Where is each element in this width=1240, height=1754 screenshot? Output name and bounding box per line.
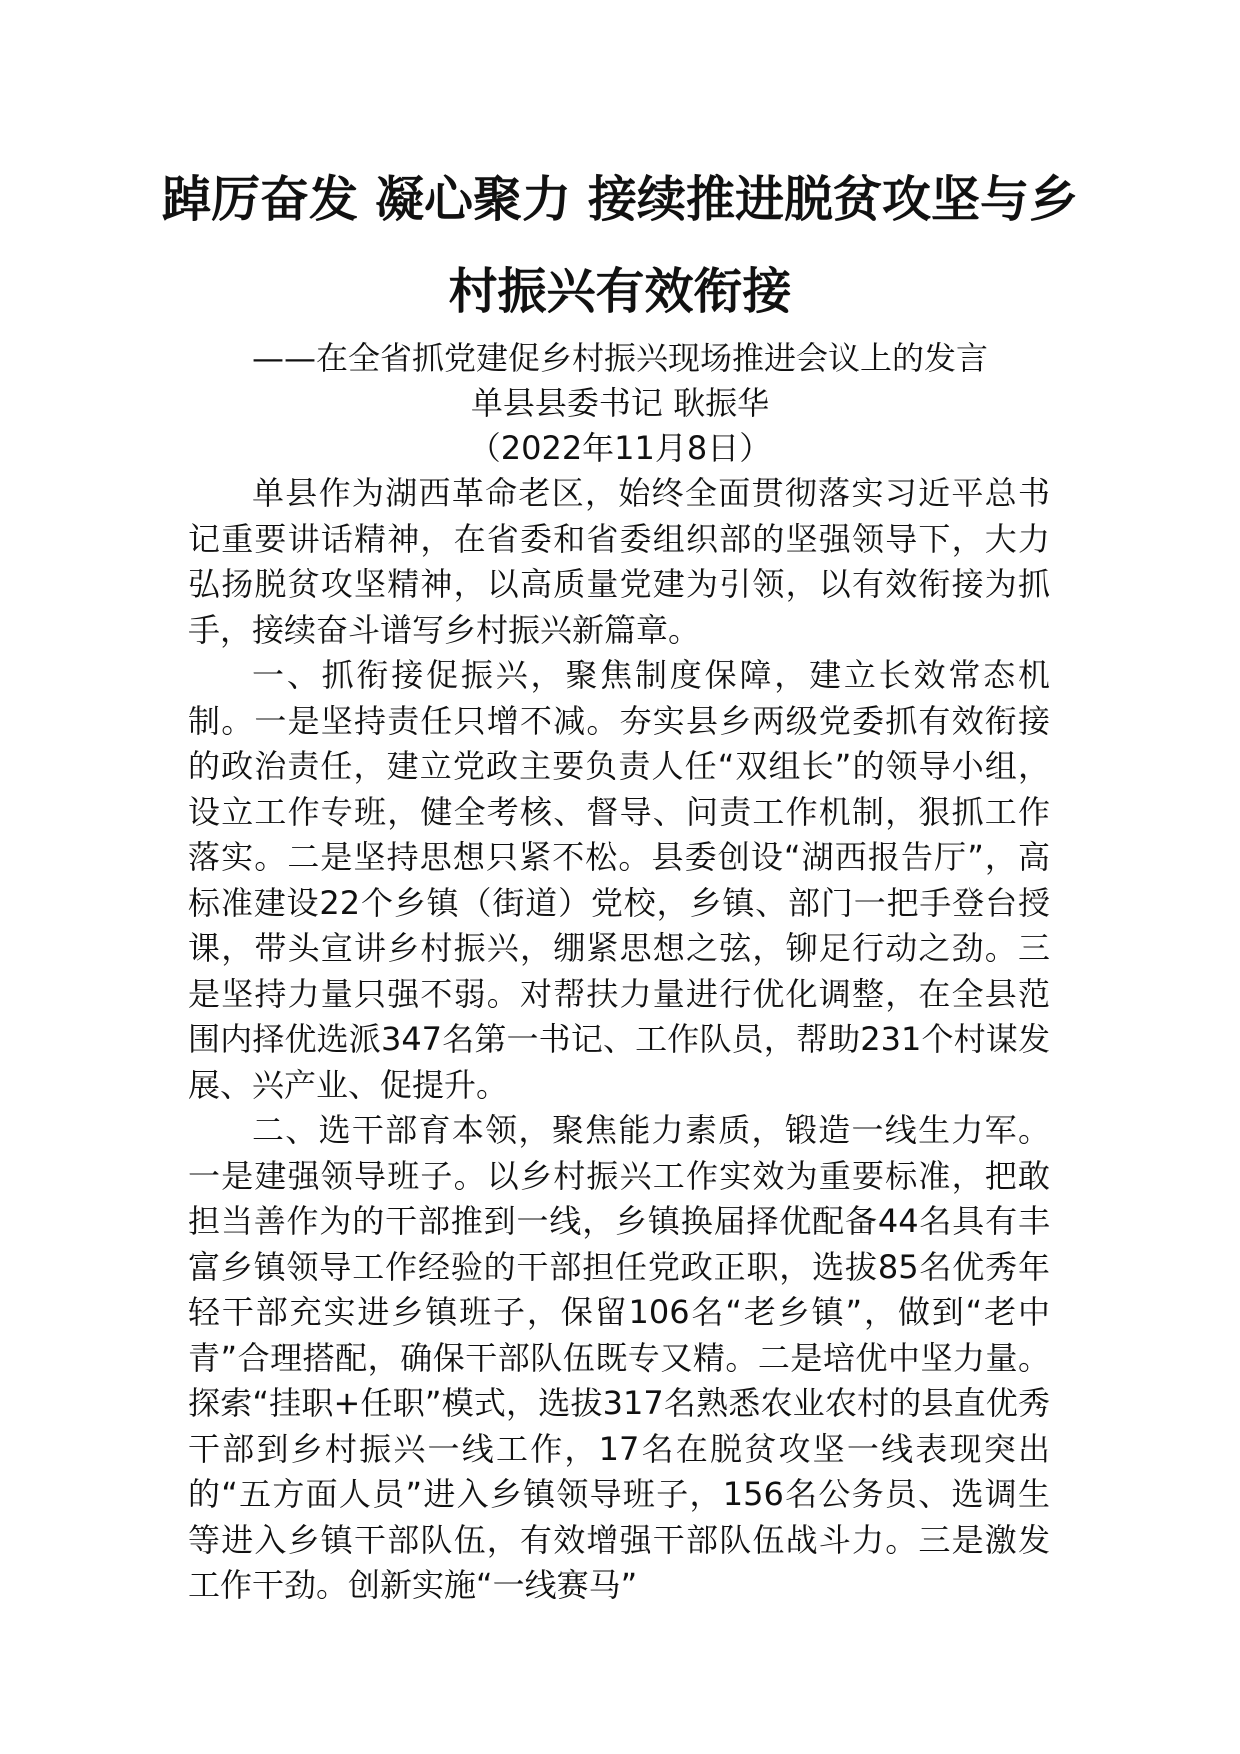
document-subtitle: ——在全省抓党建促乡村振兴现场推进会议上的发言 <box>251 339 988 377</box>
body-paragraph-2: 一、抓衔接促振兴，聚焦制度保障，建立长效常态机制。一是坚持责任只增不减。夯实县乡两级党委抓有效衔接的政治责任，建立党政主要负责人任“双组长”的领导小组，设立工作专班，健全考核、督导、问责工作机制，狠抓工作落实。二是坚持思想只紧不松。县委创设“湖西报告厅”，高标准建设22个乡镇（街道）党校，乡镇、部门一把手登台授课，带头宣讲乡村振兴，绷紧思想之弦，铆足行动之劲。三是坚持力量只强不弱。对帮扶力量进行优化调整，在全县范围内择优选派347名第一书记、工作队员，帮助231个村谋发展、兴产业、促提升。 <box>188 656 1050 1104</box>
body-paragraph-3: 二、选干部育本领，聚焦能力素质，锻造一线生力军。一是建强领导班子。以乡村振兴工作实效为重要标准，把敢担当善作为的干部推到一线，乡镇换届择优配备44名具有丰富乡镇领导工作经验的干部担任党政正职，选拔85名优秀年轻干部充实进乡镇班子，保留106名“老乡镇”，做到“老中青”合理搭配，确保干部队伍既专又精。二是培优中坚力量。探索“挂职+任职”模式，选拔317名熟悉农业农村的县直优秀干部到乡村振兴一线工作，17名在脱贫攻坚一线表现突出的“五方面人员”进入乡镇领导班子，156名公务员、选调生等进入乡镇干部队伍，有效增强干部队伍战斗力。三是激发工作干劲。创新实施“一线赛马” <box>188 1111 1050 1604</box>
document-author: 单县县委书记 耿振华 <box>470 384 770 422</box>
document-title-line-2: 村振兴有效衔接 <box>448 263 792 320</box>
document-title-line-1: 踔厉奋发 凝心聚力 接续推进脱贫攻坚与乡 <box>161 171 1079 228</box>
document-date: （2022年11月8日） <box>468 429 772 467</box>
body-paragraph-1: 单县作为湖西革命老区，始终全面贯彻落实习近平总书记重要讲话精神，在省委和省委组织部的坚强领导下，大力弘扬脱贫攻坚精神，以高质量党建为引领，以有效衔接为抓手，接续奋斗谱写乡村振兴新篇章。 <box>188 474 1050 649</box>
document-body <box>188 471 1050 1609</box>
